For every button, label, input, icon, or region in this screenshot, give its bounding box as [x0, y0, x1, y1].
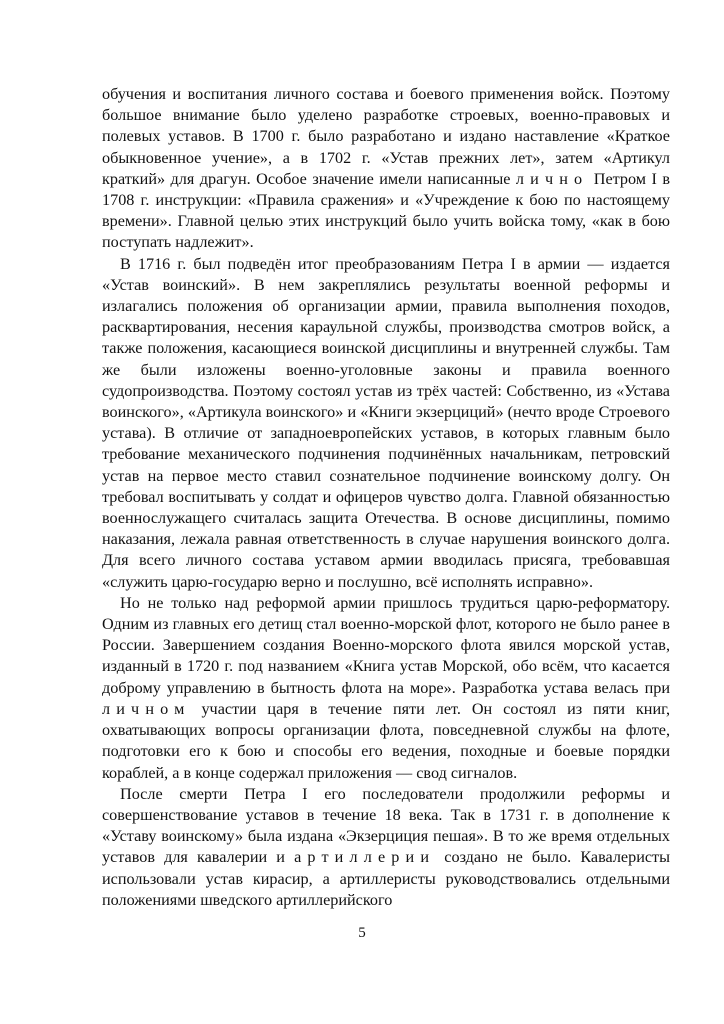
paragraph-1 — [102, 84, 670, 254]
paragraph-1-text: обучения и воспитания личного состава и боевого применения войск. Поэтому большое внимание было уделено разработке строевых, военно-правовых и полевых уставов. В 1700 г. было разработано и издано наставление «Краткое обыкновенное учение», а в 1702 г. «Устав прежних лет», затем «Артикул краткий» для драгун. Особое значение имели написанные — [102, 85, 670, 188]
paragraph-3-text-after: участии царя в течение пяти лет. Он состоял из пяти книг, охватывающих вопросы организации флота, повседневной службы на флоте, подготовки его к бою и способы его ведения, походные и боевые порядки кораблей, а в конце содержал приложения — свод сигналов. — [102, 699, 670, 782]
paragraph-1-spaced-word: лично — [515, 169, 589, 188]
paragraph-4 — [102, 784, 670, 911]
paragraph-3 — [102, 593, 670, 784]
paragraph-4-spaced-word: артиллерии — [294, 848, 436, 867]
paragraph-3-text: Но не только над реформой армии пришлось трудиться царю-реформатору. Одним из главных его детищ стал военно-морской флот, которого не было ранее в России. Завершением создания Военно-морского флота явился морской устав, изданный в 1720 г. под названием «Книга устав Морской, обо всём, что касается доброму управлению в бытность флота на море». Разработка устава велась при — [102, 593, 670, 697]
document-body — [102, 84, 670, 911]
page-number: 5 — [358, 925, 366, 941]
paragraph-4-text-after: создано не было. Кавалеристы использовали устав кирасир, а артиллеристы руководствовались отдельными положениями шведского артиллерийского — [102, 848, 670, 909]
paragraph-4-text: После смерти Петра I его последователи продолжили реформы и совершенствование уставов в течение 18 века. Так в 1731 г. в дополнение к «Уставу воинскому» была издана «Экзерциция пешая». В то же время отдельных уставов для кавалерии и — [102, 784, 670, 867]
paragraph-1-text-after: Петром I в 1708 г. инструкции: «Правила сражения» и «Учреждение к бою по настоящему времени». Главной целью этих инструкций было учить войска тому, «как в бою поступать надлежит». — [102, 169, 670, 252]
paragraph-2-text: В 1716 г. был подведён итог преобразованиям Петра I в армии — издается «Устав воинский». В нем закреплялись результаты военной реформы и излагались положения об организации армии, правила выполнения походов, расквартирования, несения караульной службы, производства смотров войск, а также положения, касающиеся воинской дисциплины и внутренней службы. Там же были изложены военно-уголовные законы и правила военного судопроизводства. Поэтому состоял устав из трёх частей: Собственно, из «Устава воинского», «Артикула воинского» и «Книги экзерциций» (нечто вроде Строевого устава). В отличие от западноевропейских уставов, в которых главным было требование механического подчинения подчинённых начальникам, петровский устав на первое место ставил сознательное подчинение воинскому долгу. Он требовал воспитывать у солдат и офицеров чувство долга. Главной обязанностью военнослужащего считалась защита Отечества. В основе дисциплины, помимо наказания, лежала равная ответственность в случае нарушения воинского долга. Для всего личного состава уставом армии вводилась присяга, требовавшая «служить царю-государю верно и послушно, всё исполнять исправно». — [102, 254, 670, 591]
paragraph-3-spaced-word: личном — [102, 699, 191, 718]
paragraph-2 — [102, 254, 670, 593]
